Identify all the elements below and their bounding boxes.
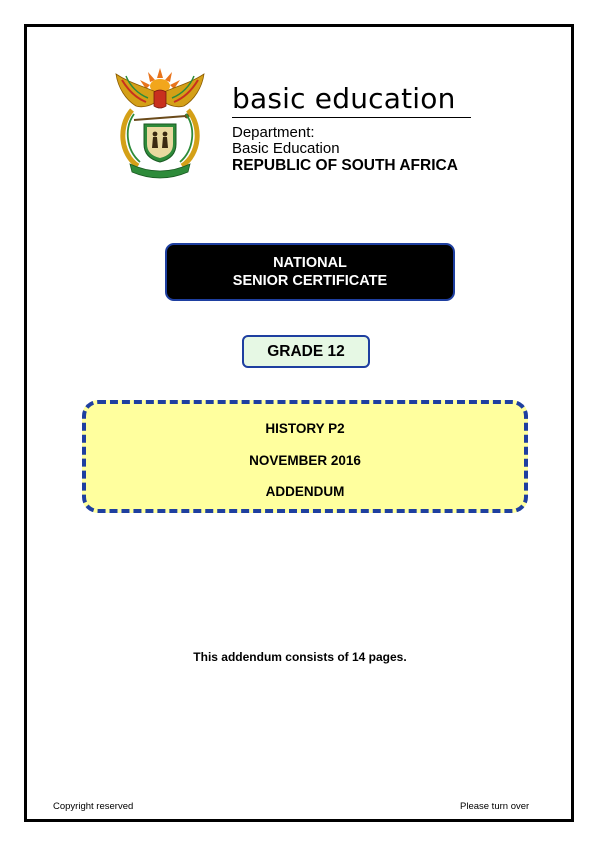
subject-panel <box>82 400 528 513</box>
coat-of-arms-logo <box>108 62 212 184</box>
certificate-line-1: NATIONAL <box>273 255 347 271</box>
subject-paper: HISTORY P2 <box>265 421 345 436</box>
subject-session: NOVEMBER 2016 <box>249 453 361 468</box>
footer-copyright: Copyright reserved <box>53 801 134 812</box>
footer-turn-over: Please turn over <box>460 801 530 812</box>
certificate-banner <box>165 243 455 301</box>
department-label: Department: <box>232 124 315 141</box>
department-name: Basic Education <box>232 140 340 157</box>
page-count-note: This addendum consists of 14 pages. <box>193 650 407 664</box>
country-name: REPUBLIC OF SOUTH AFRICA <box>232 157 458 174</box>
grade-badge: GRADE 12 <box>242 335 370 368</box>
brand-title: basic education <box>232 82 456 115</box>
brand-underline <box>232 117 471 118</box>
certificate-line-2: SENIOR CERTIFICATE <box>232 273 388 289</box>
subject-type: ADDENDUM <box>265 484 345 499</box>
